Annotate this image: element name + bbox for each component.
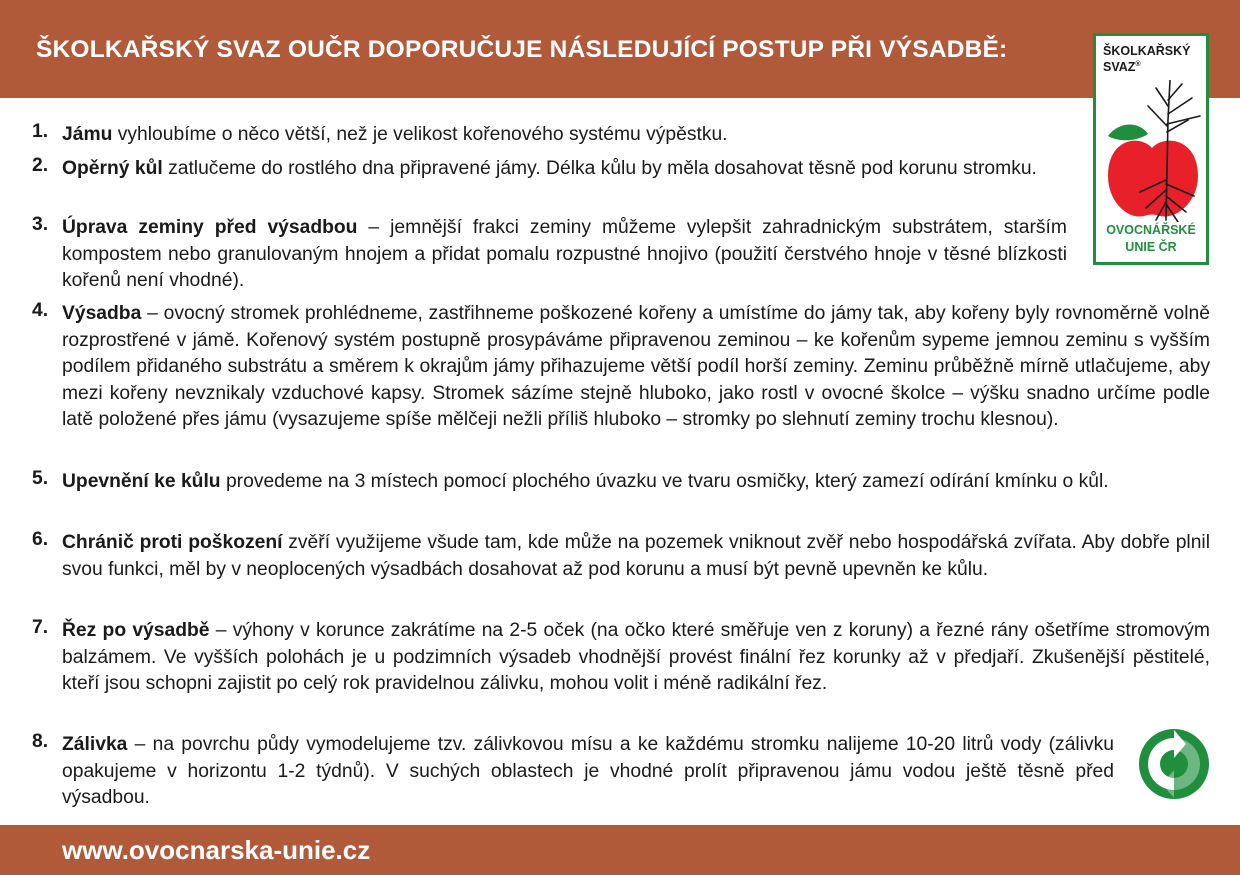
item-text: vyhloubíme o něco větší, než je velikost kořenového systému výpěstku. bbox=[112, 124, 728, 145]
list-item bbox=[32, 530, 1210, 583]
organization-logo bbox=[1093, 33, 1209, 265]
list-item bbox=[32, 215, 1067, 295]
green-dot-recycle-icon bbox=[1138, 728, 1210, 800]
list-item bbox=[32, 122, 1072, 149]
item-term: Zálivka bbox=[62, 734, 128, 755]
item-text: – ovocný stromek prohlédneme, zastřihneme poškozené kořeny a umístíme do jámy tak, aby kořeny byly rovnoměrně volně rozprostřené v jámě. Kořenový systém postupně prosypáváme připravenou zeminou – ke kořenům sypeme jemnou zeminu s vyšším podílem přidaného substrátu a směrem k okrajům jámy přihazujeme větší podíl horší zeminy. Zeminu průběžně mírně utlačujeme, aby mezi kořeny nevznikaly vzduchové kapsy. Stromek sázíme stejně hluboko, jako rostl v ovocné školce – výšku snadno určíme podle latě položené přes jámu (vysazujeme spíše mělčeji nežli příliš hluboko – stromky po slehnutí zeminy trochu klesnou). bbox=[62, 303, 1210, 430]
item-term: Chránič proti poškození bbox=[62, 532, 283, 553]
item-text: provedeme na 3 místech pomocí plochého úvazku ve tvaru osmičky, který zamezí odírání kmínku o kůl. bbox=[220, 471, 1109, 492]
logo-text-line3: OVOCNÁŘSKÉ bbox=[1106, 223, 1196, 237]
item-text: – na povrchu půdy vymodelujeme tzv. zálivkovou mísu a ke každému stromku nalijeme 10-20 litrů vody (zálivku opakujeme v horizontu 1-2 týdnů). V suchých oblastech je vhodné prolít připravenou jámu vodou ještě těsně před výsadbou. bbox=[62, 734, 1114, 808]
page-title: ŠKOLKAŘSKÝ SVAZ OUČR DOPORUČUJE NÁSLEDUJÍCÍ POSTUP PŘI VÝSADBĚ: bbox=[36, 36, 1008, 63]
logo-text-line4: UNIE ČR bbox=[1125, 240, 1177, 254]
apple-tree-icon bbox=[1100, 80, 1204, 222]
item-term: Řez po výsadbě bbox=[62, 620, 210, 641]
item-term: Úprava zeminy před výsadbou bbox=[62, 217, 358, 238]
item-term: Výsadba bbox=[62, 303, 142, 324]
list-item bbox=[32, 301, 1210, 434]
logo-text-line2: SVAZ bbox=[1103, 60, 1136, 75]
header-bar bbox=[0, 0, 1240, 98]
logo-text-line1: ŠKOLKAŘSKÝ bbox=[1103, 44, 1191, 58]
item-number: 1. bbox=[32, 121, 49, 142]
list-item bbox=[32, 618, 1210, 698]
item-number: 5. bbox=[32, 468, 49, 489]
website-url: www.ovocnarska-unie.cz bbox=[62, 835, 371, 865]
registered-mark: ® bbox=[1135, 61, 1141, 68]
list-item bbox=[32, 732, 1114, 812]
logo-top-text bbox=[1103, 44, 1191, 74]
item-term: Opěrný kůl bbox=[62, 158, 163, 179]
list-item bbox=[32, 156, 1067, 183]
item-number: 8. bbox=[32, 731, 49, 752]
item-term: Jámu bbox=[62, 124, 113, 145]
item-number: 2. bbox=[32, 155, 49, 176]
item-text: zatlučeme do rostlého dna připravené jámy. Délka kůlu by měla dosahovat těsně pod korunu stromku. bbox=[162, 158, 1037, 179]
list-item bbox=[32, 469, 1210, 496]
item-text: – jemnější frakci zeminy můžeme vylepšit zahradnickým substrátem, starším kompostem nebo granulovaným hnojem a přidat pomalu rozpustné hnojivo (použití čerstvého hnoje v těsné blízkosti kořenů není vhodné). bbox=[62, 217, 1067, 291]
item-text: – výhony v korunce zakrátíme na 2-5 oček (na očko které směřuje ven z koruny) a řezné rány ošetříme stromovým balzámem. Ve vyšších polohách je u podzimních výsadeb vhodnější provést finální řez korunky až v předjaří. Zkušenější pěstitelé, kteří jsou schopni zajistit po celý rok pravidelnou zálivku, mohou volit i méně radikální řez. bbox=[62, 620, 1210, 694]
item-number: 3. bbox=[32, 214, 49, 235]
item-term: Upevnění ke kůlu bbox=[62, 471, 221, 492]
logo-bottom-text bbox=[1096, 222, 1206, 256]
item-number: 6. bbox=[32, 529, 49, 550]
item-text: zvěří využijeme všude tam, kde může na pozemek vniknout zvěř nebo hospodářská zvířata. Aby dobře plnil svou funkci, měl by v neoplocených výsadbách dosahovat až pod korunu a musí být pevně upevněn ke kůlu. bbox=[62, 532, 1210, 580]
item-number: 7. bbox=[32, 617, 49, 638]
item-number: 4. bbox=[32, 300, 49, 321]
footer-bar bbox=[0, 825, 1240, 875]
